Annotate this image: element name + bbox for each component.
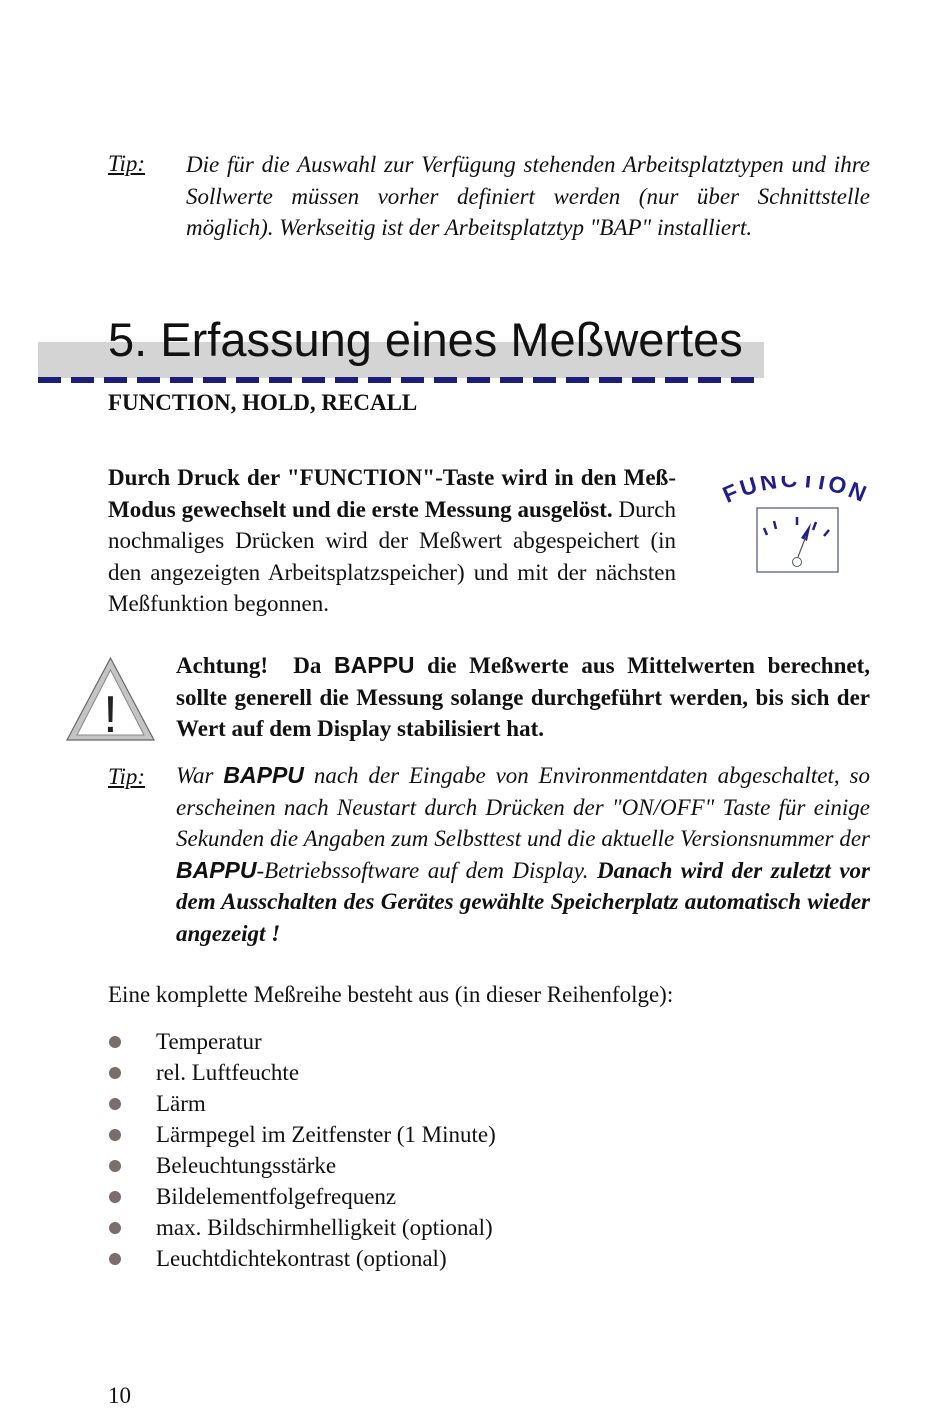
tip-text-part: nach der Eingabe von Environmentdaten abgeschaltet, so erscheinen nach Neustart durch Drücken der "ON/OFF" Taste für einige Sekunden die Angaben zum Selbsttest und die aktuelle Versionsnummer der [176, 763, 870, 851]
list-item: Temperatur [108, 1026, 808, 1057]
warning-triangle-icon [64, 654, 157, 744]
function-key-label: FUNCTIO [720, 476, 853, 508]
tip-text-part: -Betriebssoftware auf dem Display. [256, 857, 589, 883]
tip-text [176, 760, 870, 949]
tip-label: Tip: [108, 764, 146, 789]
bullet-icon [109, 1067, 121, 1079]
bullet-icon [109, 1036, 121, 1048]
list-item: Lärm [108, 1088, 808, 1119]
bullet-icon [109, 1191, 121, 1203]
intro-bold-text: Durch Druck der "FUNCTION"-Taste wird in den Meß-Modus gewechselt und die erste Messung ausgelöst. [108, 465, 676, 522]
bullet-icon [109, 1253, 121, 1265]
warning-text [176, 650, 870, 745]
bullet-icon [109, 1160, 121, 1172]
list-item: rel. Luftfeuchte [108, 1057, 808, 1088]
intro-normal-text: Durch nochmaliges Drücken wird der Meßwert abgespeichert (in den angezeigten Arbeitsplatzspeicher) und mit der nächsten Meßfunktion begonnen. [108, 496, 676, 616]
section-heading: 5. Erfassung eines Meßwertes [108, 313, 743, 366]
tip-bold-text: Danach wird der zuletzt vor dem Ausschalten des Gerätes gewählte Speicherplatz automatisch wieder angezeigt ! [176, 857, 870, 946]
brand-name: BAPPU [223, 762, 304, 788]
function-key-svg [720, 476, 870, 580]
list-item: Leuchtdichtekontrast (optional) [108, 1243, 808, 1274]
page-number: 10 [108, 1383, 131, 1408]
brand-name: BAPPU [334, 652, 415, 678]
heading-dashed-rule [38, 377, 764, 383]
intro-paragraph [108, 462, 676, 620]
list-item: Bildelementfolgefrequenz [108, 1181, 808, 1212]
svg-text:!: ! [103, 686, 118, 744]
warning-lead: Achtung! [176, 653, 269, 678]
bullet-icon [109, 1222, 121, 1234]
brand-name: BAPPU [176, 856, 257, 883]
tip-label: Tip: [108, 151, 146, 176]
list-item: Beleuchtungsstärke [108, 1150, 808, 1181]
warning-da: Da [293, 653, 322, 678]
measurement-list [108, 1026, 808, 1274]
tip-text: Die für die Auswahl zur Verfügung stehenden Arbeitsplatztypen und ihre Sollwerte müssen vorher definiert werden (nur über Schnittstelle möglich). Werkseitig ist der Arbeitsplatztyp "BAP" installiert. [186, 152, 870, 240]
warning-body: die Meßwerte aus Mittelwerten berechnet, sollte generell die Messung solange durchgeführt werden, bis sich der Wert auf dem Display stabilisiert hat. [176, 653, 870, 741]
gauge-icon [757, 508, 838, 572]
bullet-icon [109, 1098, 121, 1110]
list-item: max. Bildschirmhelligkeit (optional) [108, 1212, 808, 1243]
series-intro: Eine komplette Meßreihe besteht aus (in dieser Reihenfolge): [108, 982, 674, 1007]
bullet-icon [109, 1129, 121, 1141]
function-key-illustration [720, 476, 870, 580]
tip-text-part: War [176, 763, 224, 788]
list-item: Lärmpegel im Zeitfenster (1 Minute) [108, 1119, 808, 1150]
section-subheading: FUNCTION, HOLD, RECALL [108, 390, 418, 415]
